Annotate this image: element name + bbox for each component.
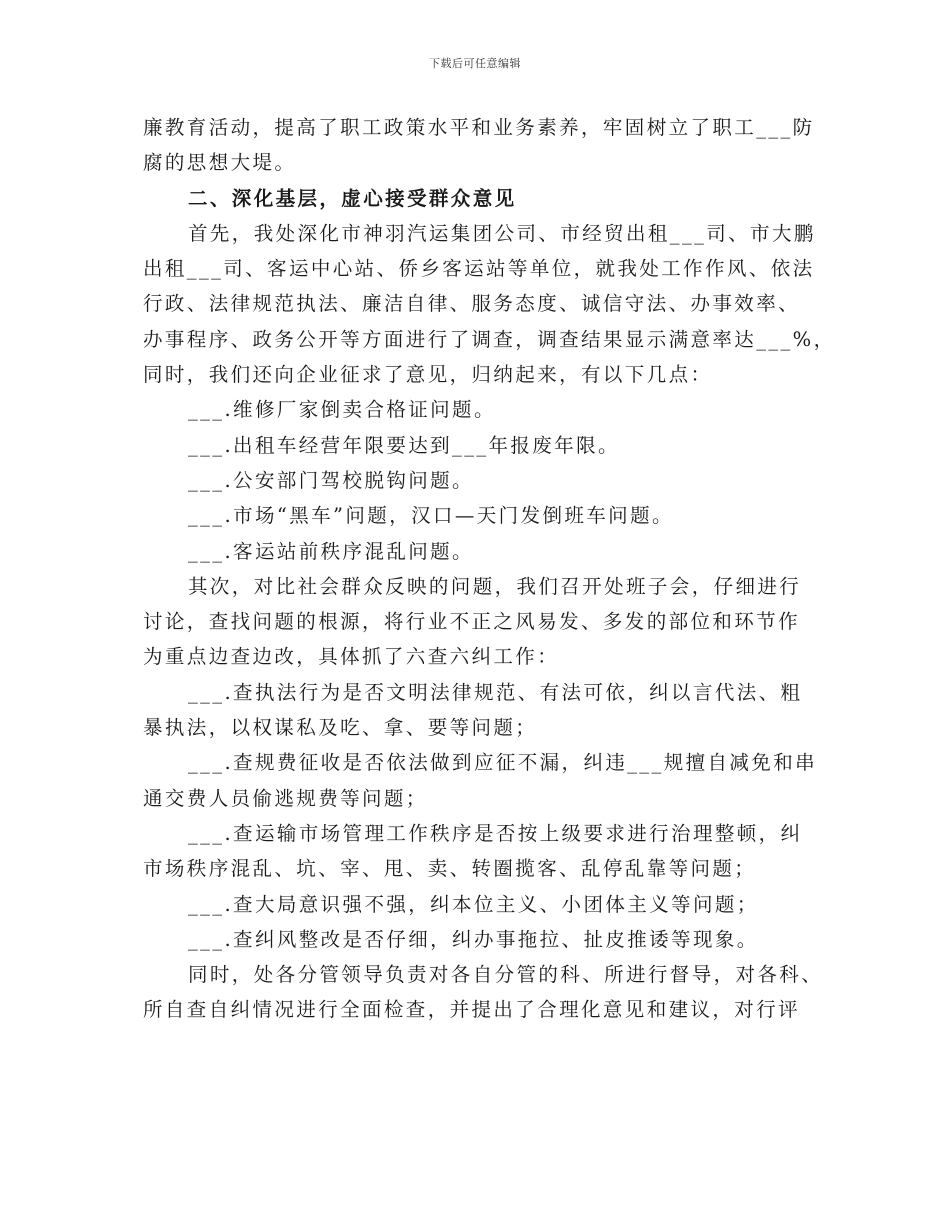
list-item: ___.查执法行为是否文明法律规范、有法可依，纠以言代法、粗 (188, 680, 803, 704)
body-line: 为重点边查边改，具体抓了六查六纠工作： (143, 645, 560, 669)
body-line: 其次，对比社会群众反映的问题，我们召开处班子会，仔细进行 (188, 574, 802, 598)
body-line: 首先，我处深化市神羽汽运集团公司、市经贸出租___司、市大鹏 (188, 221, 816, 245)
body-line: 所自查自纠情况进行全面检查，并提出了合理化意见和建议，对行评 (143, 998, 801, 1022)
body-line: 暴执法，以权谋私及吃、拿、要等问题； (143, 716, 538, 740)
body-line: 腐的思想大堤。 (143, 151, 297, 175)
body-line: 市场秩序混乱、坑、宰、甩、卖、转圈揽客、乱停乱靠等问题； (143, 857, 757, 881)
list-item: ___.查纠风整改是否仔细，纠办事拖拉、扯皮推诿等现象。 (188, 927, 759, 951)
list-item: ___.查运输市场管理工作秩序是否按上级要求进行治理整顿，纠 (188, 821, 803, 845)
list-item: ___.市场“黑车”问题，汉口—天门发倒班车问题。 (188, 504, 674, 528)
body-line: 通交费人员偷逃规费等问题； (143, 786, 428, 810)
body-line: 同时，我们还向企业征求了意见，归纳起来，有以下几点： (143, 363, 713, 387)
body-line: 廉教育活动，提高了职工政策水平和业务素养，牢固树立了职工___防 (143, 116, 815, 139)
list-item: ___.查规费征收是否依法做到应征不漏，纠违___规擅自减免和串 (188, 751, 817, 775)
list-item: ___.客运站前秩序混乱问题。 (188, 539, 474, 563)
body-line: 办事程序、政务公开等方面进行了调查，调查结果显示满意率达___%， (143, 327, 836, 351)
body-line: 行政、法律规范执法、廉洁自律、服务态度、诚信守法、办事效率、 (143, 292, 801, 316)
section-heading: 二、深化基层，虚心接受群众意见 (188, 186, 517, 210)
list-item: ___.维修厂家倒卖合格证问题。 (188, 398, 496, 422)
list-item: ___.查大局意识强不强，纠本位主义、小团体主义等问题； (188, 892, 759, 916)
page-header: 下载后可任意编辑 (429, 57, 521, 70)
list-item: ___.出租车经营年限要达到___年报废年限。 (188, 433, 620, 457)
body-line: 同时，处各分管领导负责对各自分管的科、所进行督导，对各科、 (188, 963, 824, 987)
body-line: 出租___司、客运中心站、侨乡客运站等单位，就我处工作作风、依法 (143, 257, 815, 281)
list-item: ___.公安部门驾校脱钩问题。 (188, 468, 474, 492)
document-body (143, 110, 836, 1028)
body-line: 讨论，查找问题的根源，将行业不正之风易发、多发的部位和环节作 (143, 610, 801, 634)
